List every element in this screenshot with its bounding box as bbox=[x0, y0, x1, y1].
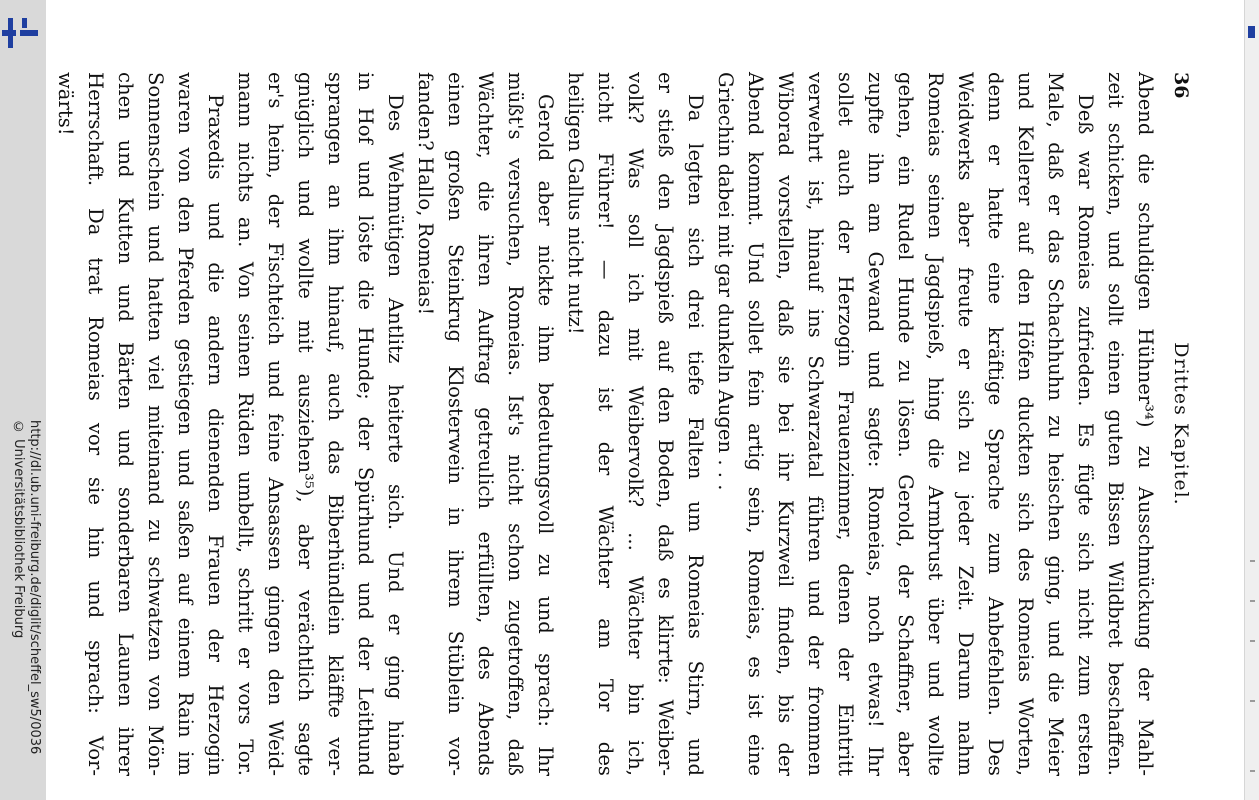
text-line: mann nichts an. Von seinen Rüden umbellt, schritt er vors Tor. bbox=[234, 72, 257, 776]
text-line: Griechin dabei mit gar dunkeln Augen . . . bbox=[714, 72, 737, 491]
text-line: er stieß den Jagdspieß auf den Boden, daß es klirrte: Weiber- bbox=[654, 72, 677, 776]
text-line: gnüglich und wollte mit ausziehen³⁵), aber verächtlich sagte bbox=[294, 72, 317, 776]
text-line: nicht Führer! — dazu ist der Wächter am Tor des bbox=[594, 72, 617, 776]
edge-tick bbox=[1250, 600, 1255, 602]
text-line: wärts! bbox=[54, 72, 77, 136]
text-line: waren von den Pferden gestiegen und saßen auf einem Rain im bbox=[174, 72, 197, 776]
text-line: in Hof und löste die Hunde; der Spürhund und der Leithund bbox=[354, 72, 377, 776]
text-line: Praxedis und die andern dienenden Frauen der Herzogin bbox=[204, 94, 227, 776]
body-text bbox=[50, 64, 1160, 784]
source-url[interactable]: http://dl.ub.uni-freiburg.de/diglit/scheffel_sw5/0036 bbox=[27, 420, 42, 755]
text-line: Des Wehmütigen Antlitz heiterte sich. Und er ging hinab bbox=[384, 94, 407, 776]
text-line: Wiborad vorstellen, daß sie bei ihr Kurzweil finden, bis der bbox=[774, 72, 797, 776]
source-caption bbox=[10, 420, 42, 754]
text-line: Sonnenschein und hatten viel miteinand zu schwatzen von Mön- bbox=[144, 72, 167, 776]
text-line: sollet auch der Herzogin Frauenzimmer, denen der Eintritt bbox=[834, 72, 857, 776]
book-page bbox=[54, 64, 1196, 784]
text-line: chen und Kutten und Bärten und sonderbaren Launen ihrer bbox=[114, 72, 137, 776]
copyright-notice: © Universitätsbibliothek Freiburg bbox=[11, 420, 26, 639]
library-logo-icon bbox=[2, 18, 38, 48]
chapter-title: Drittes Kapitel. bbox=[1170, 342, 1192, 506]
right-scan-edge bbox=[1244, 0, 1259, 800]
text-line: Herrschaft. Da trat Romeias vor sie hin und sprach: Vor- bbox=[84, 72, 107, 776]
text-line: zupfte ihn am Gewand und sagte: Romeias, noch etwas! Ihr bbox=[864, 72, 887, 776]
text-line: Male, daß er das Schachhuhn zu heischen ging, und die Meier bbox=[1044, 72, 1067, 776]
text-line: denn er hatte eine kräftige Sprache zum Anbefehlen. Des bbox=[984, 72, 1007, 776]
text-line: volk? Was soll ich mit Weibervolk? ... Wächter bin ich, bbox=[624, 72, 647, 776]
edge-tick bbox=[1250, 640, 1255, 642]
text-line: fanden? Hallo, Romeias! bbox=[414, 72, 437, 316]
text-line: Deß war Romeias zufrieden. Es fügte sich nicht zum ersten bbox=[1074, 94, 1097, 776]
edge-tick bbox=[1250, 700, 1255, 702]
edge-tick bbox=[1250, 770, 1255, 772]
text-line: Romeias seinen Jagdspieß, hing die Armbrust über und wollte bbox=[924, 72, 947, 776]
text-line: sprangen an ihm hinauf, auch das Biberhündlein kläffte ver- bbox=[324, 72, 347, 776]
text-line: zeit schicken, und sollt einen guten Bissen Wildbret beschaffen. bbox=[1104, 72, 1127, 776]
text-line: einen großen Steinkrug Klosterwein in ihrem Stüblein vor- bbox=[444, 72, 467, 776]
text-line: er's heim, der Fischteich und feine Ansassen gingen den Weid- bbox=[264, 72, 287, 776]
text-line: müßt's versuchen, Romeias. Ist's nicht schon zugetroffen, daß bbox=[504, 72, 527, 776]
left-margin-strip bbox=[0, 0, 46, 800]
text-line: Abend die schuldigen Hühner³⁴) zu Ausschmückung der Mahl- bbox=[1134, 72, 1157, 776]
text-line: Gerold aber nickte ihm bedeutungsvoll zu und sprach: Ihr bbox=[534, 94, 557, 776]
text-line: verwehrt ist, hinauf ins Schwarzatal führen und der frommen bbox=[804, 72, 827, 776]
text-line: heiligen Gallus nicht nutz! bbox=[564, 72, 587, 335]
text-line: Weidwerks aber freute er sich zu jeder Zeit. Darum nahm bbox=[954, 72, 977, 776]
text-line: Wächter, die ihren Auftrag getreulich erfüllten, des Abends bbox=[474, 72, 497, 776]
edge-marker-icon bbox=[1248, 26, 1255, 38]
text-line: gehen, ein Rudel Hunde zu lösen. Gerold, der Schaffner, aber bbox=[894, 72, 917, 776]
page-header bbox=[1160, 64, 1196, 784]
text-line: Da legten sich drei tiefe Falten um Romeias Stirn, und bbox=[684, 94, 707, 776]
page-number: 36 bbox=[1170, 72, 1192, 99]
text-line: Abend kommt. Und sollet fein artig sein, Romeias, es ist eine bbox=[744, 72, 767, 776]
text-line: und Kellerer auf den Höfen duckten sich des Romeias Worten, bbox=[1014, 72, 1037, 776]
edge-tick bbox=[1250, 560, 1255, 562]
